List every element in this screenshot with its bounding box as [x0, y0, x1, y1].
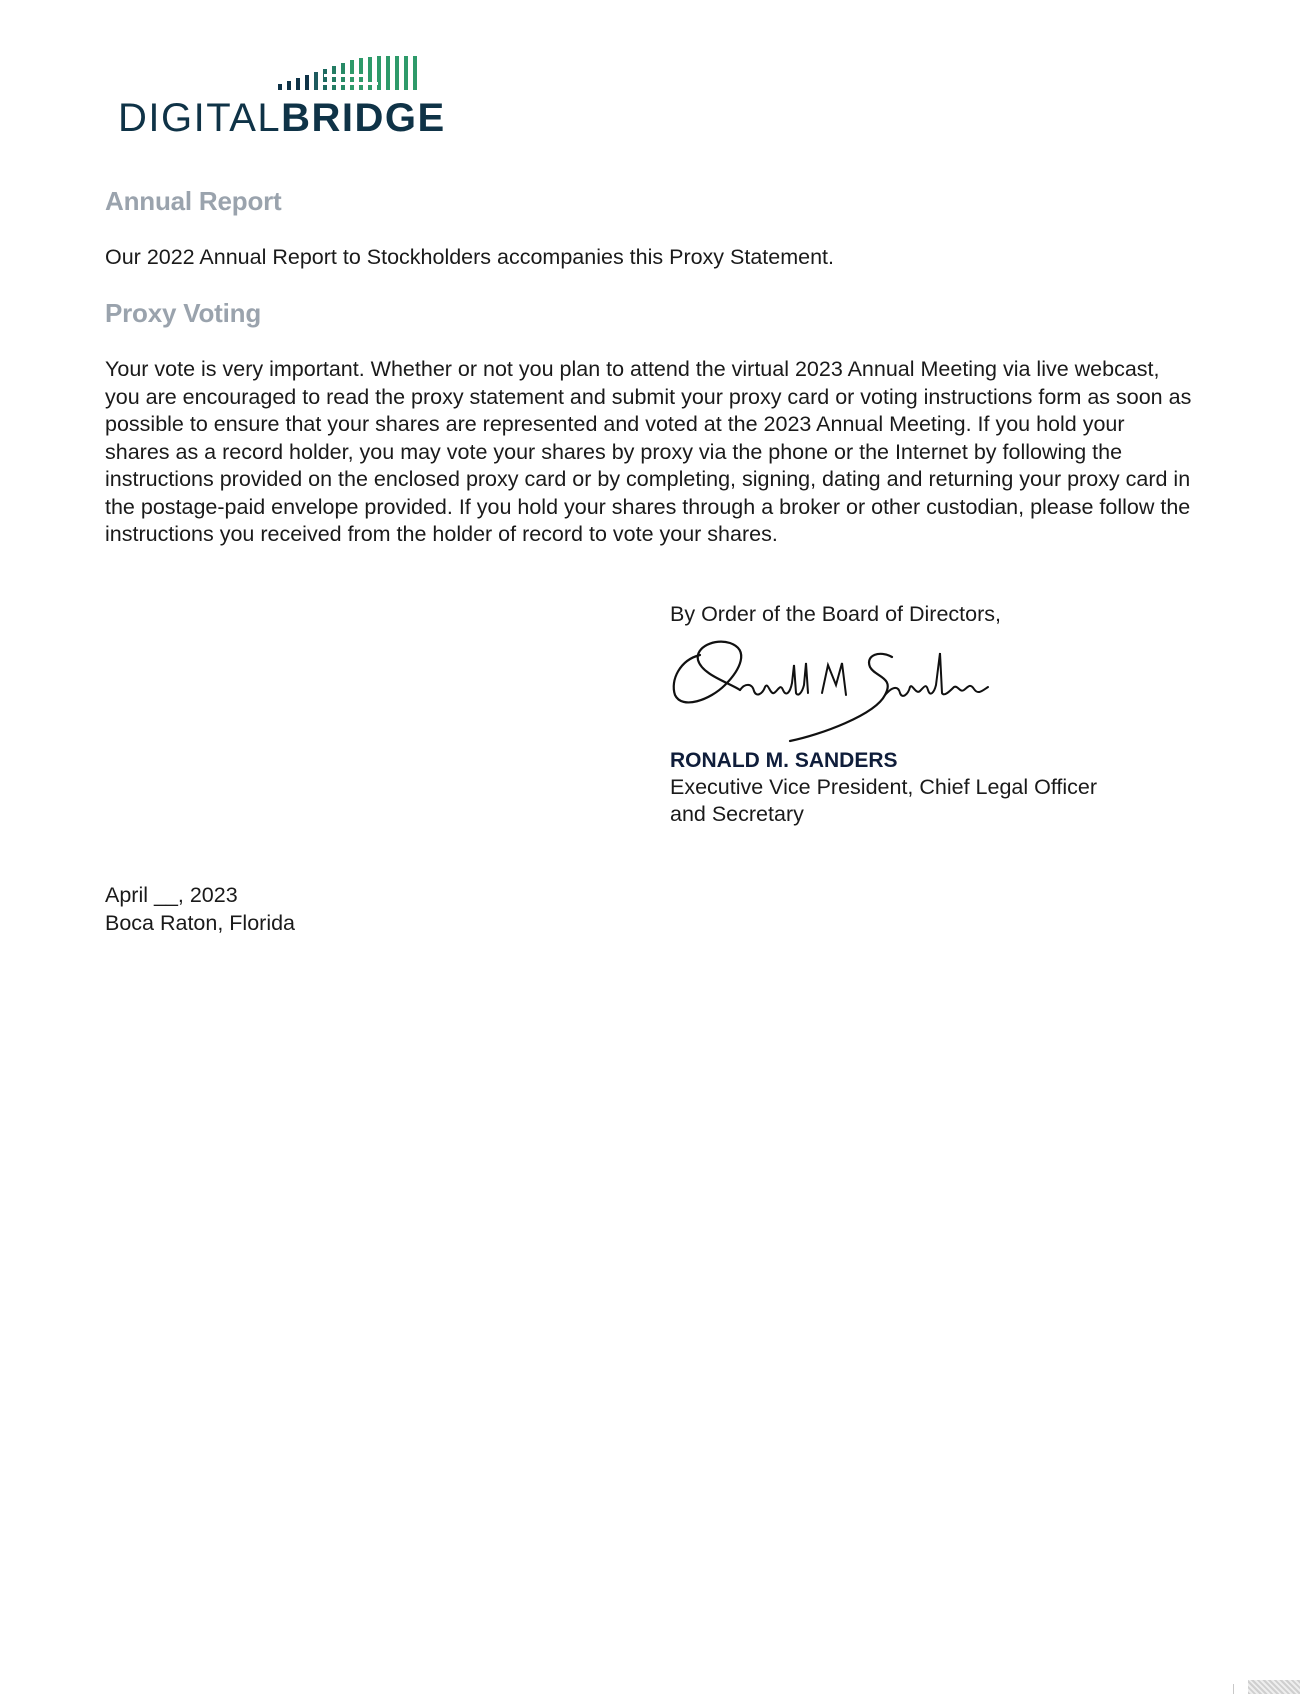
- svg-text:DIGITALBRIDGE: [118, 96, 446, 140]
- annual-report-heading: Annual Report: [105, 186, 282, 216]
- document-location: Boca Raton, Florida: [105, 910, 296, 935]
- logo-bars-icon: [278, 56, 417, 90]
- signer-name: RONALD M. SANDERS: [670, 748, 898, 772]
- document-date: April __, 2023: [105, 883, 238, 907]
- page-corner-mark: [1248, 1680, 1300, 1694]
- logo-text-bridge: BRIDGE: [281, 96, 446, 140]
- signature-block: [670, 601, 1190, 829]
- date-location-block: [105, 882, 295, 937]
- company-logo: [118, 56, 446, 140]
- signature-intro: By Order of the Board of Directors,: [670, 602, 1001, 626]
- logo-text-digital: DIGITAL: [118, 96, 282, 140]
- signer-title: Executive Vice President, Chief Legal Officer and Secretary: [670, 774, 1098, 826]
- page-edge-mark: [1233, 1684, 1234, 1694]
- annual-report-text: Our 2022 Annual Report to Stockholders accompanies this Proxy Statement.: [105, 245, 835, 269]
- signature-image: [670, 635, 1000, 745]
- logo-graphic: [118, 56, 446, 140]
- proxy-voting-text: Your vote is very important. Whether or not you plan to attend the virtual 2023 Annual Meeting via live webcast, you are encouraged to read the proxy statement and submit your proxy card or voting instructions form as soon as possible to ensure that your shares are represented and voted at the 2023 Annual Meeting. If you hold your shares as a record holder, you may vote your shares by proxy via the phone or the Internet by following the instructions provided on the enclosed proxy card or by completing, signing, dating and returning your proxy card in the postage-paid envelope provided. If you hold your shares through a broker or other custodian, please follow the instructions you received from the holder of record to vote your shares.: [105, 357, 1192, 546]
- proxy-voting-heading: Proxy Voting: [105, 298, 262, 328]
